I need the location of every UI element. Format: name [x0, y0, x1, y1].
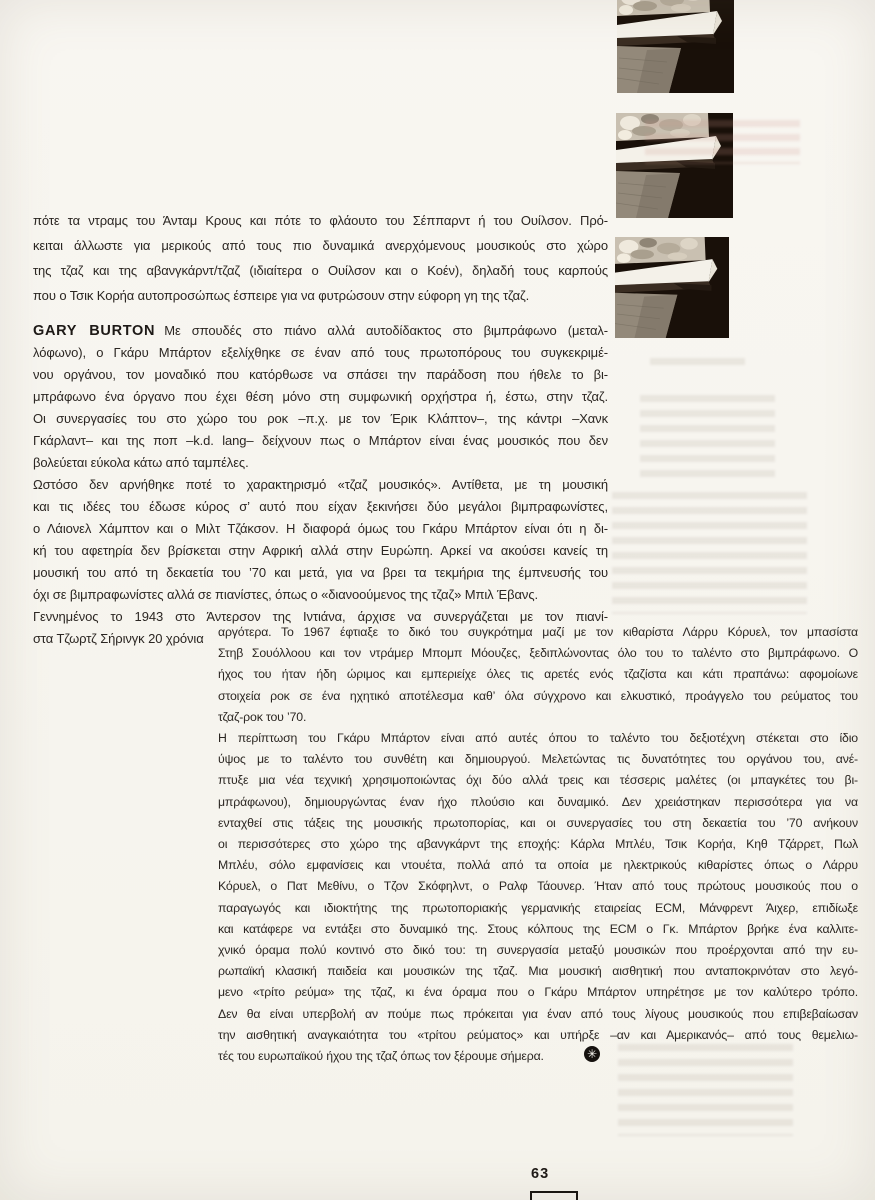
burton-section-left-column: [33, 320, 608, 650]
text-line: ο Λάιονελ Χάμπτον και ο Μιλτ Τζάκσον. Η διαφορά όμως του Γκάρυ Μπάρτον είναι ότι η δι-: [33, 521, 608, 536]
section-heading: GARY BURTON: [33, 323, 156, 339]
text-line: Ωστόσο δεν αρνήθηκε ποτέ το χαρακτηρισμό «τζαζ μουσικός». Αντίθετα, με τη μουσική: [33, 477, 608, 492]
text-line: ύψος με το ταλέντο του συνθέτη και δημιουργού. Μελετώντας τις δυνατότητες του οργάνου του, ανέ-: [218, 752, 858, 767]
text-line: αργότερα. Το 1967 έφτιαξε το δικό του συγκρότημα μαζί με τον κιθαρίστα Λάρρυ Κόρυελ, τον μπασίστα: [218, 625, 858, 639]
text-line: και τις ιδέες του έδωσε κύρος σ’ αυτό που είχαν ξεκινήσει δύο μεγάλοι βιμπραφωνίστες,: [33, 499, 608, 514]
text-line: τζαζ-ροκ του ’70.: [218, 709, 307, 724]
text-line: και κατάφερε να εντάξει στο δυναμικό της. Στους κόλπους της ECM ο Γκ. Μπάρτον βρήκε ένα καλλιτε-: [218, 921, 858, 936]
ghost-bleed-through: [640, 395, 775, 480]
page-number: 63: [531, 1166, 550, 1182]
text-line: οι περισσότερες στο χώρο της αβανγκάρντ της εποχής: Κάρλα Μπλέυ, Τσικ Κορήα, Κηθ Τζάρρετ, Πωλ: [218, 837, 858, 852]
text-line: που ο Τσικ Κορήα αυτοπροσώπως έσπειρε για να φυτρώσουν στην εύφορη γη της τζαζ.: [33, 288, 530, 303]
bw-photo-frame-1: [617, 0, 734, 93]
text-line: Κόρυελ, ο Πατ Μεθίνυ, ο Τζον Σκόφηλντ, ο Ραλφ Τάουνερ. Ήταν από τους πρώτους μουσικούς που ο: [218, 879, 858, 894]
heading-line: [33, 320, 608, 342]
article-end-mark-icon: ✳: [584, 1046, 600, 1062]
text-line: Η περίπτωση του Γκάρυ Μπάρτον είναι από αυτές όπου το ταλέντο του δεξιοτέχνη στέκεται στο ίδιο: [218, 731, 858, 746]
text-line: Στηβ Σουόλλοου και τον ντράμερ Μπομπ Μόουζες, ξεδιπλώνοντας όλο του το ταλέντο στο βιμπράφωνο. Ο: [218, 646, 858, 661]
main-text-block: [218, 622, 858, 1067]
heading-line-text: Με σπουδές στο πιάνο αλλά αυτοδίδακτος στο βιμπράφωνο (μεταλ-: [164, 323, 609, 338]
bw-photo-frame-3: [615, 237, 729, 338]
ghost-bleed-through: [650, 358, 745, 370]
text-line: Γκάρλαντ– και της ποπ –k.d. lang– δείχνουν πως ο Μπάρτον είναι ένας μουσικός που δεν: [33, 433, 608, 448]
text-line: την αισθητική αναγκαιότητα του «τρίτου ρεύματος» και υπήρξε –αν και Αμερικανός– από τους θεμελιω-: [218, 1027, 858, 1042]
text-line: λόφωνο), ο Γκάρυ Μπάρτον εξελίχθηκε σε έναν από τους πρωτοπόρους του συγκεκριμέ-: [33, 345, 608, 360]
ghost-bleed-through: [612, 492, 807, 614]
text-line: κειται άλλωστε για μερικούς από τους πιο δυναμικά ανερχόμενους μουσικούς στο χώρο: [33, 238, 608, 253]
text-line: παραγωγός και ιδιοκτήτης της πρωτοποριακής γερμανικής εταιρείας ECM, Μάνφρεντ Άιχερ, επιδίωξε: [218, 900, 858, 915]
text-line: Γεννημένος το 1943 στο Άντερσον της Ιντιάνα, άρχισε να συνεργάζεται με τον πιανί-: [33, 609, 608, 624]
text-line: πότε τα ντραμς του Άνταμ Κρους και πότε το φλάουτο του Σέππαρντ ή του Ουίλσον. Πρό-: [33, 213, 608, 228]
text-line: Δεν θα είναι υπερβολή αν πούμε πως πρόκειται για έναν από τους λίγους μουσικούς που επιβεβαίωσαν: [218, 1006, 858, 1021]
text-line: βολεύεται εύκολα κάτω από ταμπέλες.: [33, 455, 249, 470]
text-line: στοιχεία ροκ σε ένα ηχητικό αποτέλεσμα καθ’ όλα σύγχρονο και ελκυστικό, προάγγελο του ρεύματος του: [218, 688, 858, 703]
text-line: μενο «τρίτο ρεύμα» της τζαζ, κι ένα όραμα που ο Γκάρυ Μπάρτον υπηρέτησε με τον καλύτερο τρόπο.: [218, 985, 858, 1000]
text-line: της τζαζ και της αβανγκάρντ/τζαζ (ιδιαίτερα ο Ουίλσον και ο Κοέν), δηλαδή τους καρπούς: [33, 263, 608, 278]
text-line: μπράφωνου), δημιουργώντας έναν ήχο πλούσιο και δυναμικό. Δεν χρειάστηκαν περισσότερα για να: [218, 794, 858, 809]
text-line: ήχος του ήταν ήδη ώριμος και εμπεριείχε όλες τις αρετές ενός τζαζίστα και κάτι πραπάνω: αφομοίωνε: [218, 667, 858, 682]
left-column-text: [33, 342, 608, 650]
text-line: στα Τζωρτζ Σήρινγκ 20 χρόνια: [33, 631, 204, 646]
text-line: μπράφωνο ένα όργανο που έχει θέση μόνο στη συμφωνική ορχήστρα ή, έστω, στην τζαζ.: [33, 389, 608, 404]
text-line: πτυξε μια νέα τεχνική χρησιμοποιώντας όχι δύο αλλά τρεις και τέσσερις μαλέτες (οι μπαγκέτες του βι-: [218, 773, 858, 788]
text-line: Οι συνεργασίες του στο χώρο του ροκ –π.χ. με τον Έρικ Κλάπτον–, της κάντρι –Χανκ: [33, 411, 608, 426]
text-line: ενταχθεί στις τάξεις της μουσικής πρωτοπορίας, και οι συνεργασίες του στη δεκαετία του ’70 ανήκουν: [218, 815, 858, 830]
text-line: τές του ευρωπαϊκού ήχου της τζαζ όπως τον ξέρουμε σήμερα.: [218, 1049, 544, 1064]
text-line: νου οργάνου, τον μοναδικό που κατόρθωσε να σπάσει την παράδοση που ήθελε το βι-: [33, 367, 608, 382]
footer-box-mark: [530, 1191, 578, 1200]
text-line: μουσική του από τη δεκαετία του ’70 και μετά, για να βρει τα τεκμήρια της έμπνευσής του: [33, 565, 608, 580]
text-line: Μπλέυ, σόλο εμφανίσεις και ντουέτα, πολλά από τα οποία με ηλεκτρικούς κιθαρίστες όπως ο Λάρρυ: [218, 858, 858, 873]
text-line: όχι σε βιμπραφωνίστες αλλά σε πιανίστες, όπως ο «διανοούμενος της τζαζ» Μπιλ Έβανς.: [33, 587, 538, 602]
text-line: χνικό όραμα πολύ κοντινό στο δικό του: τη συνεργασία μεταξύ μουσικών που προέρχονται από την ευ-: [218, 943, 858, 958]
text-line: κή του αφετηρία δεν βρίσκεται στην Αφρική αλλά στην Ευρώπη. Αρκεί να ακούσει κανείς τη: [33, 543, 608, 558]
bw-photo-frame-2: [616, 113, 733, 218]
intro-paragraph: [33, 208, 608, 308]
text-line: ρωπαϊκή κλασική παιδεία και μουσικών της τζαζ. Μια μουσική αισθητική που ανταποκρινόταν στο λεγό-: [218, 964, 858, 979]
